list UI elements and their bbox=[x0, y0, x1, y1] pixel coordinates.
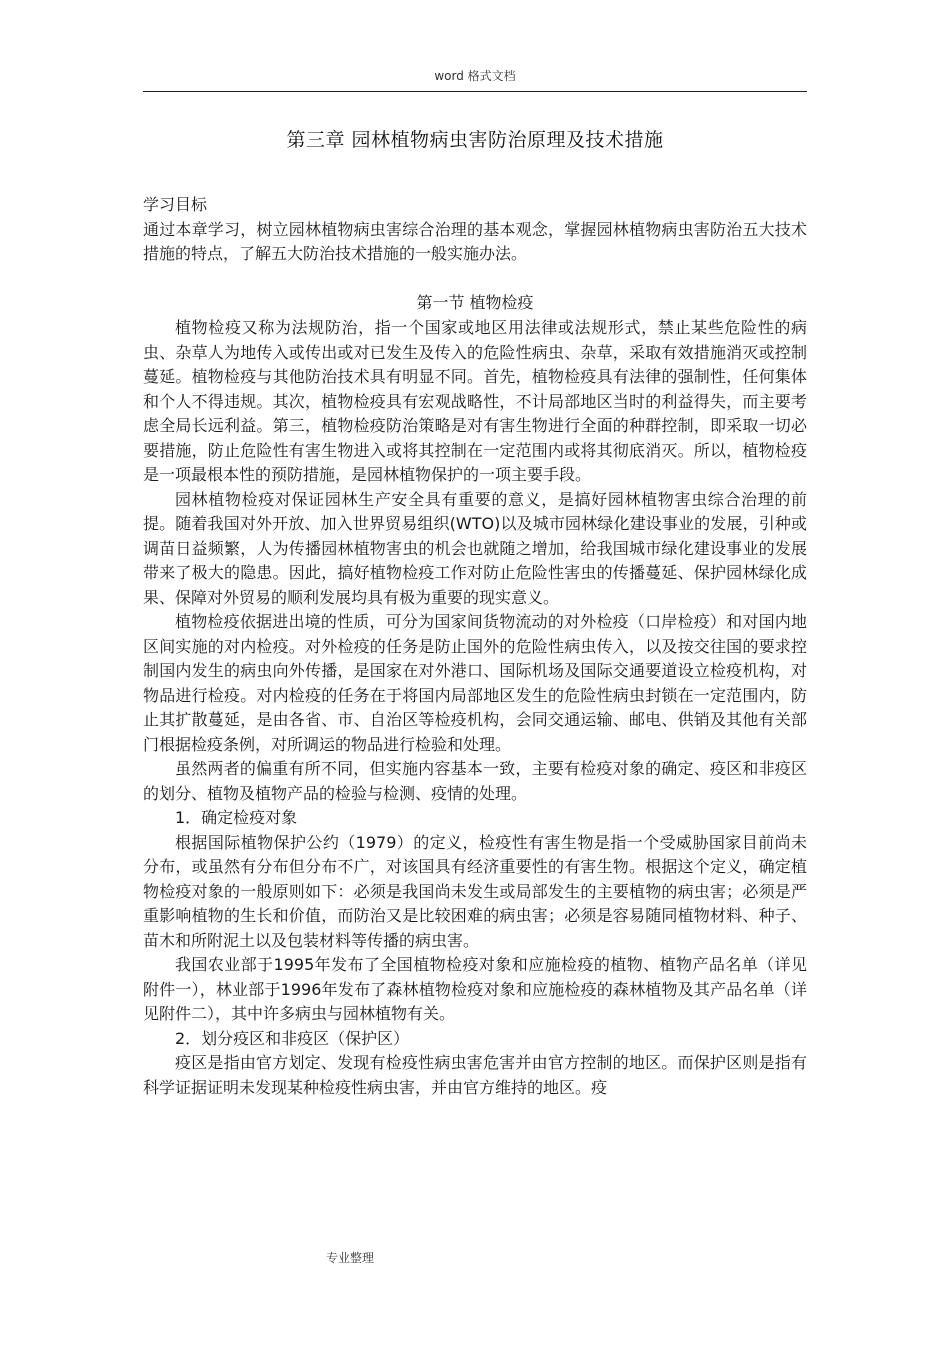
paragraph: 园林植物检疫对保证园林生产安全具有重要的意义，是搞好园林植物害虫综合治理的前提。随着我国对外开放、加入世界贸易组织(WTO)以及城市园林绿化建设事业的发展，引种或调苗日益频繁，人为传播园林植物害虫的机会也就随之增加，给我国城市绿化建设事业的发展带来了极大的隐患。因此，搞好植物检疫工作对防止危险性害虫的传播蔓延、保护园林绿化成果、保障对外贸易的顺利发展均具有极为重要的现实意义。 bbox=[143, 489, 807, 607]
learning-objectives bbox=[143, 193, 807, 267]
paragraph: 根据国际植物保护公约（1979）的定义，检疫性有害生物是指一个受威胁国家目前尚未分布，或虽然有分布但分布不广，对该国具有经济重要性的有害生物。根据这个定义，确定植物检疫对象的一般原则如下：必须是我国尚未发生或局部发生的主要植物的病虫害；必须是严重影响植物的生长和价值，而防治又是比较困难的病虫害；必须是容易随同植物材料、种子、苗木和所附泥土以及包装材料等传播的病虫害。 bbox=[143, 832, 807, 950]
section-body bbox=[143, 316, 807, 1100]
page-footer: 专业整理 bbox=[325, 1251, 374, 1265]
subheading: 2．划分疫区和非疫区（保护区） bbox=[175, 1028, 410, 1048]
paragraph: 虽然两者的偏重有所不同，但实施内容基本一致，主要有检疫对象的确定、疫区和非疫区的划分、植物及植物产品的检验与检测、疫情的处理。 bbox=[143, 759, 807, 803]
section-title: 第一节 植物检疫 bbox=[416, 293, 534, 312]
page-header: word 格式文档 bbox=[434, 69, 516, 83]
paragraph: 植物检疫又称为法规防治，指一个国家或地区用法律或法规形式，禁止某些危险性的病虫、杂草人为地传入或传出或对已发生及传入的危险性病虫、杂草，采取有效措施消灭或控制蔓延。植物检疫与其他防治技术具有明显不同。首先，植物检疫具有法律的强制性，任何集体和个人不得违规。其次，植物检疫具有宏观战略性，不计局部地区当时的利益得失，而主要考虑全局长远利益。第三，植物检疫防治策略是对有害生物进行全面的种群控制，即采取一切必要措施，防止危险性有害生物进入或将其控制在一定范围内或将其彻底消灭。所以，植物检疫是一项最根本性的预防措施，是园林植物保护的一项主要手段。 bbox=[143, 318, 807, 484]
chapter-title: 第三章 园林植物病虫害防治原理及技术措施 bbox=[286, 129, 664, 151]
paragraph: 疫区是指由官方划定、发现有检疫性病虫害危害并由官方控制的地区。而保护区则是指有科学证据证明未发现某种检疫性病虫害，并由官方维持的地区。疫 bbox=[143, 1053, 807, 1097]
header-divider bbox=[143, 91, 807, 92]
paragraph: 植物检疫依据进出境的性质，可分为国家间货物流动的对外检疫（口岸检疫）和对国内地区间实施的对内检疫。对外检疫的任务是防止国外的危险性病虫传入，以及按交往国的要求控制国内发生的病虫向外传播，是国家在对外港口、国际机场及国际交通要道设立检疫机构，对物品进行检疫。对内检疫的任务在于将国内局部地区发生的危险性病虫封锁在一定范围内，防止其扩散蔓延，是由各省、市、自治区等检疫机构，会同交通运输、邮电、供销及其他有关部门根据检疫条例，对所调运的物品进行检验和处理。 bbox=[143, 612, 807, 754]
objectives-heading: 学习目标 bbox=[143, 195, 208, 214]
subheading: 1．确定检疫对象 bbox=[175, 808, 298, 827]
objectives-text: 通过本章学习，树立园林植物病虫害综合治理的基本观念，掌握园林植物病虫害防治五大技术措施的特点，了解五大防治技术措施的一般实施办法。 bbox=[143, 219, 807, 263]
paragraph: 我国农业部于1995年发布了全国植物检疫对象和应施检疫的植物、植物产品名单（详见附件一），林业部于1996年发布了森林植物检疫对象和应施检疫的森林植物及其产品名单（详见附件二），其中许多病虫与园林植物有关。 bbox=[143, 955, 807, 1023]
